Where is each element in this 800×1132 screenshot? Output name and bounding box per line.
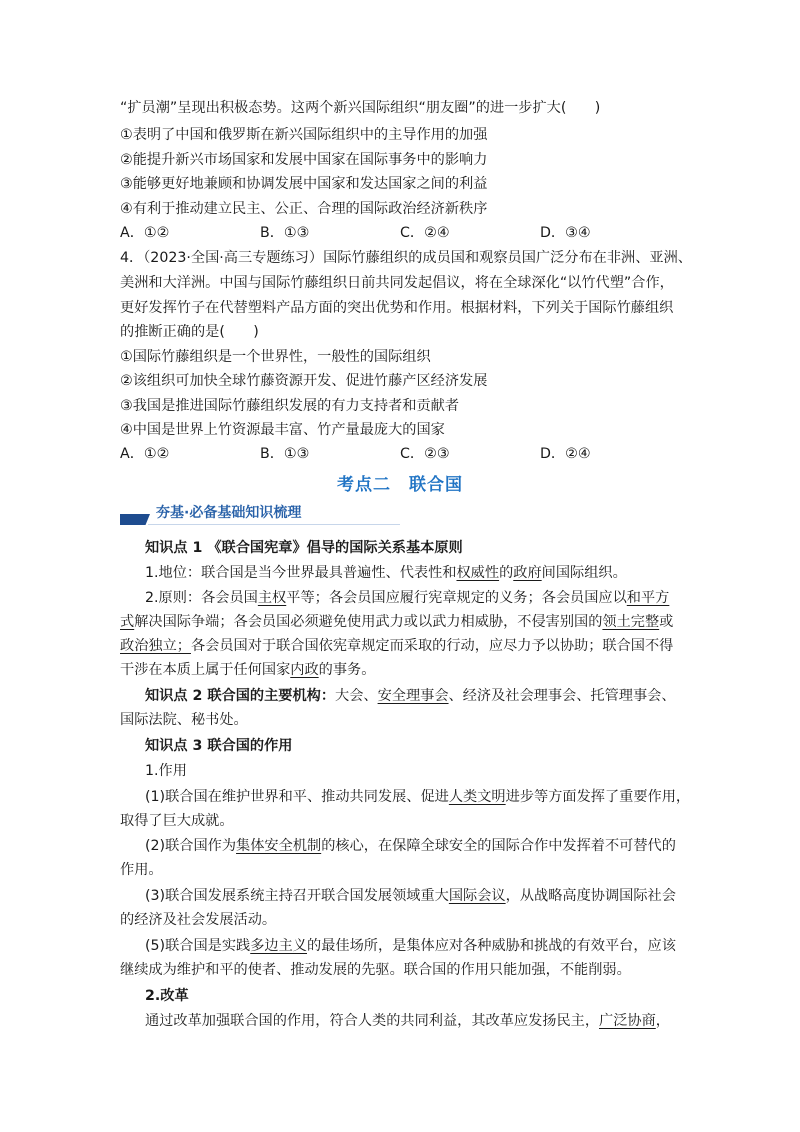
text-span: (2)联合国作为 — [145, 838, 237, 854]
text-span: 进步等方面发挥了重要作用， — [505, 789, 691, 805]
text-span: (1)联合国在维护世界和平、推动共同发展、促进 — [145, 789, 449, 805]
text-span: ， — [655, 1013, 670, 1029]
text-span: 的最佳场所，是集体应对各种威胁和挑战的有效平台，应该 — [307, 938, 676, 954]
section-banner — [120, 503, 400, 525]
banner-underline — [148, 524, 400, 525]
kp1-heading: 知识点 1 《联合国宪章》倡导的国际关系基本原则 — [145, 540, 463, 556]
section-title: 考点二 联合国 — [337, 475, 463, 495]
text-span: 的核心，在保障全球安全的国际合作中发挥着不可替代的 — [321, 838, 676, 854]
text-span: 大会、 — [335, 688, 378, 704]
text-span: 或 — [659, 614, 674, 630]
text-span: 平等；各会员国应履行宪章规定的义务；各会员国应以 — [286, 590, 627, 606]
text-span: (5)联合国是实践 — [145, 938, 251, 954]
underlined-term: 多边主义 — [250, 938, 307, 954]
kp3-heading: 知识点 3 联合国的作用 — [145, 738, 293, 754]
text-span: (3)联合国发展系统主持召开联合国发展领域重大 — [145, 888, 449, 904]
underlined-term: 主权 — [257, 590, 287, 606]
q4-stem-line-1: 4．（2023·全国·高三专题练习）国际竹藤组织的成员国和观察员国广泛分布在非洲、亚洲、 — [120, 250, 692, 266]
text-span: 2.原则：各会员国 — [145, 590, 258, 606]
q4-item-2: ②该组织可加快全球竹藤资源开发、促进竹藤产区经济发展 — [120, 373, 488, 389]
kp1-principle-line-3 — [120, 636, 673, 656]
q4-item-4: ④中国是世界上竹资源最丰富、竹产量最庞大的国家 — [120, 422, 445, 438]
q3-option-a[interactable]: A．①② — [120, 225, 170, 241]
underlined-term: 权威性 — [456, 565, 500, 581]
underlined-term: 人类文明 — [448, 789, 506, 805]
kp1-status — [145, 563, 627, 583]
kp3-p1-line-2: 取得了巨大成就。 — [120, 813, 234, 829]
kp3-p1-line-1 — [145, 787, 690, 807]
q4-item-1: ①国际竹藤组织是一个世界性，一般性的国际组织 — [120, 349, 431, 365]
q3-item-3: ③能够更好地兼顾和协调发展中国家和发达国家之间的利益 — [120, 176, 488, 192]
underlined-term: 式 — [120, 614, 135, 630]
underlined-term: 内政 — [290, 662, 319, 678]
q3-option-b[interactable]: B．①③ — [260, 225, 310, 241]
kp1-principle-line-2 — [120, 612, 673, 632]
q3-item-4: ④有利于推动建立民主、公正、合理的国际政治经济新秩序 — [120, 201, 488, 217]
kp3-p5-line-2: 继续成为维护和平的使者、推动发展的先驱。联合国的作用只能加强，不能削弱。 — [120, 962, 631, 978]
banner-text: 夯基·必备基础知识梳理 — [156, 505, 302, 521]
text-span: 干涉在本质上属于任何国家 — [120, 662, 291, 678]
kp3-role-title: 1.作用 — [145, 763, 187, 779]
text-span: 各会员国对于联合国依宪章规定而采取的行动，应尽力予以协助；联合国不得 — [190, 638, 674, 654]
text-span: 的事务。 — [318, 662, 376, 678]
underlined-term: 集体安全机制 — [236, 838, 322, 854]
underlined-term: 和平方 — [626, 590, 670, 606]
underlined-term: 政府 — [513, 565, 542, 581]
text-span: 1.地位：联合国是当今世界最具普遍性、代表性和 — [145, 565, 457, 581]
underlined-term: 安全理事会 — [377, 688, 449, 704]
text-span: 间国际组织。 — [541, 565, 627, 581]
text-span: 通过改革加强联合国的作用，符合人类的共同利益，其改革应发扬民主， — [145, 1013, 600, 1029]
kp1-principle-line-4 — [120, 660, 375, 680]
kp2-line-1 — [145, 686, 676, 706]
kp3-p2-line-1 — [145, 836, 676, 856]
q3-item-2: ②能提升新兴市场国家和发展中国家在国际事务中的影响力 — [120, 152, 488, 168]
q4-option-a[interactable]: A．①② — [120, 446, 170, 462]
q4-option-c[interactable]: C．②③ — [400, 446, 450, 462]
kp3-p3-line-1 — [145, 886, 676, 906]
text-span: ，从战略高度协调国际社会 — [505, 888, 676, 904]
q3-options — [120, 223, 591, 243]
q4-option-d[interactable]: D．②④ — [540, 446, 591, 462]
underlined-term: 国际会议 — [448, 888, 506, 904]
kp3-reform-line-1 — [145, 1011, 670, 1031]
text-span: 、经济及社会理事会、托管理事会、 — [448, 688, 676, 704]
kp2-line-2: 国际法院、秘书处。 — [120, 712, 248, 728]
underlined-term: 领土完整 — [602, 614, 660, 630]
kp3-p2-line-2: 作用。 — [120, 862, 163, 878]
q3-option-d[interactable]: D．③④ — [540, 225, 591, 241]
q3-stem-tail: “扩员潮”呈现出积极态势。这两个新兴国际组织“朋友圈”的进一步扩大( ) — [120, 100, 601, 116]
kp3-p5-line-1 — [145, 936, 676, 956]
text-span: 的 — [499, 565, 514, 581]
q3-item-1: ①表明了中国和俄罗斯在新兴国际组织中的主导作用的加强 — [120, 127, 488, 143]
kp2-heading: 知识点 2 联合国的主要机构： — [145, 688, 336, 704]
q4-option-b[interactable]: B．①③ — [260, 446, 310, 462]
text-span: 解决国际争端；各会员国必须避免使用武力或以武力相威胁，不侵害别国的 — [134, 614, 603, 630]
underlined-term: 政治独立； — [120, 638, 191, 654]
kp3-p3-line-2: 的经济及社会发展活动。 — [120, 912, 277, 928]
q4-options — [120, 444, 591, 464]
kp3-reform-title: 2.改革 — [145, 988, 189, 1004]
q4-stem-line-2: 美洲和大洋洲。中国与国际竹藤组织日前共同发起倡议，将在全球深化“以竹代塑”合作， — [120, 275, 674, 291]
q4-item-3: ③我国是推进国际竹藤组织发展的有力支持者和贡献者 — [120, 398, 460, 414]
q3-option-c[interactable]: C．②④ — [400, 225, 450, 241]
banner-bar — [120, 514, 150, 525]
underlined-term: 广泛协商 — [599, 1013, 656, 1029]
kp1-principle-line-1 — [145, 588, 669, 608]
q4-stem-line-4: 的推断正确的是( ) — [120, 324, 259, 340]
q4-stem-line-3: 更好发挥竹子在代替塑料产品方面的突出优势和作用。根据材料，下列关于国际竹藤组织 — [120, 300, 674, 316]
